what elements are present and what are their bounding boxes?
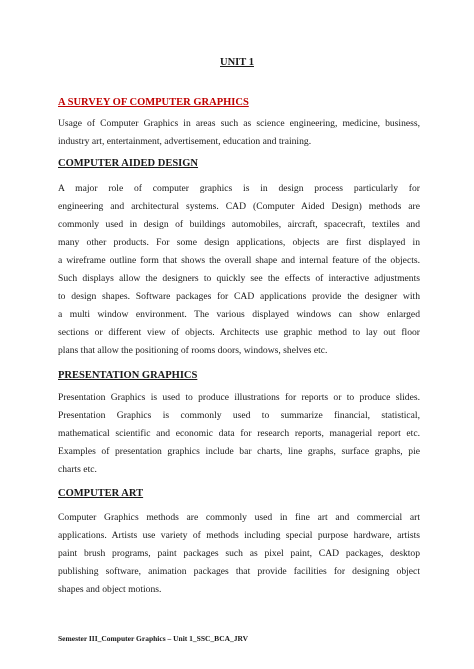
computer-art-paragraph (58, 509, 420, 599)
presentation-line: mathematical scientific and economic data for research reports, managerial report etc. (58, 428, 420, 439)
art-line: Computer Graphics methods are commonly used in fine art and commercial art (58, 512, 420, 523)
cad-line: Such displays allow the designers to quickly see the effects of interactive adjustments (58, 273, 420, 284)
presentation-line: charts etc. (58, 464, 97, 475)
cad-line: plans that allow the positioning of rooms doors, windows, shelves etc. (58, 345, 328, 356)
cad-line: A major role of computer graphics is in design process particularly for (58, 183, 420, 194)
computer-art-heading: COMPUTER ART (58, 488, 144, 499)
survey-line: industry art, entertainment, advertisement, education and training. (58, 136, 312, 147)
unit-title: UNIT 1 (220, 57, 254, 68)
page-footer: Semester III_Computer Graphics – Unit 1_SSC_BCA_JRV (58, 634, 249, 643)
art-line: paint brush programs, paint packages such as pixel paint, CAD packages, desktop (58, 548, 420, 559)
cad-line: a multi window environment. The various displayed windows can show enlarged (58, 309, 420, 320)
art-line: shapes and object motions. (58, 584, 162, 595)
cad-heading: COMPUTER AIDED DESIGN (58, 158, 199, 169)
presentation-paragraph (58, 389, 420, 479)
cad-line: many other products. For some design applications, objects are first displayed in (58, 237, 420, 248)
survey-paragraph (58, 115, 420, 151)
presentation-line: Presentation Graphics is used to produce illustrations for reports or to produce slides. (58, 392, 420, 403)
survey-heading: A SURVEY OF COMPUTER GRAPHICS (58, 97, 249, 108)
cad-line: a wireframe outline form that shows the overall shape and internal feature of the objects. (58, 255, 420, 266)
survey-line: Usage of Computer Graphics in areas such as science engineering, medicine, business, (58, 118, 420, 129)
cad-line: engineering and architectural systems. CAD (Computer Aided Design) methods are (58, 201, 420, 212)
art-line: applications. Artists use variety of methods including special purpose hardware, artists (58, 530, 420, 541)
cad-line: to design shapes. Software packages for CAD applications provide the designer with (58, 291, 420, 302)
art-line: publishing software, animation packages that provide facilities for designing object (58, 566, 420, 577)
cad-paragraph (58, 180, 420, 360)
presentation-line: Examples of presentation graphics include bar charts, line graphs, surface graphs, pie (58, 446, 420, 457)
presentation-line: Presentation Graphics is commonly used to summarize financial, statistical, (58, 410, 420, 421)
cad-line: sections or different view of objects. Architects use graphic method to lay out floor (58, 327, 420, 338)
cad-line: commonly used in design of buildings automobiles, aircraft, spacecraft, textiles and (58, 219, 420, 230)
presentation-heading: PRESENTATION GRAPHICS (58, 370, 198, 381)
